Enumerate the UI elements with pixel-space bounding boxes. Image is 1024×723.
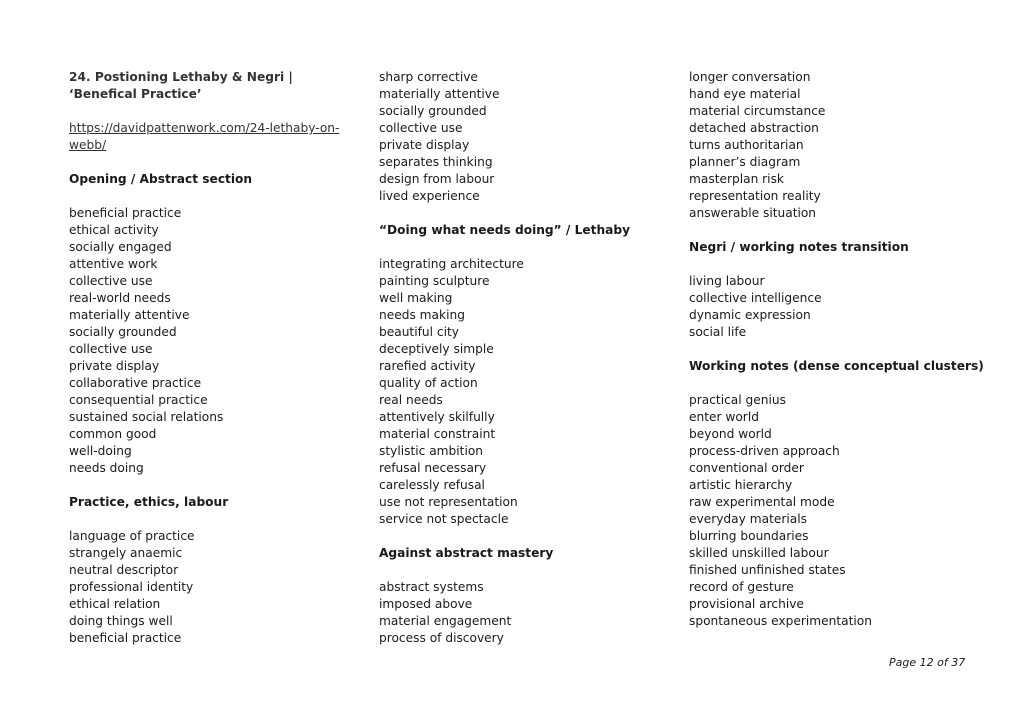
spacer <box>379 562 659 579</box>
list-item: answerable situation <box>689 206 817 220</box>
list-item: neutral descriptor <box>69 563 179 577</box>
spacer <box>379 528 659 545</box>
column-2 <box>379 69 659 647</box>
list-item: deceptively simple <box>379 342 494 356</box>
list-item: dynamic expression <box>689 308 811 322</box>
list-item: quality of action <box>379 376 478 390</box>
column-3 <box>689 69 984 630</box>
list-item: masterplan risk <box>689 172 784 186</box>
section-heading: Negri / working notes transition <box>689 240 909 254</box>
list-item: longer conversation <box>689 70 811 84</box>
list-item: material circumstance <box>689 104 826 118</box>
source-link[interactable]: https://davidpattenwork.com/24-lethaby-on-webb/ <box>69 121 340 152</box>
section-heading: “Doing what needs doing” / Lethaby <box>379 223 631 237</box>
column-1 <box>69 69 344 647</box>
list-item: beyond world <box>689 427 772 441</box>
list-item: collective intelligence <box>689 291 822 305</box>
list-item: well making <box>379 291 453 305</box>
list-item: enter world <box>689 410 759 424</box>
list-item: socially engaged <box>69 240 172 254</box>
list-item: artistic hierarchy <box>689 478 793 492</box>
lead-list <box>379 69 659 222</box>
list-item: lived experience <box>379 189 480 203</box>
spacer <box>69 188 344 205</box>
list-item: material engagement <box>379 614 512 628</box>
section-heading: Working notes (dense conceptual clusters) <box>689 359 984 373</box>
spacer <box>69 103 344 120</box>
list-item: skilled unskilled labour <box>689 546 829 560</box>
list-item: doing things well <box>69 614 173 628</box>
list-item: conventional order <box>689 461 804 475</box>
list-item: needs making <box>379 308 465 322</box>
list-item: raw experimental mode <box>689 495 835 509</box>
list-item: collective use <box>69 342 153 356</box>
list-item: stylistic ambition <box>379 444 484 458</box>
list-item: materially attentive <box>69 308 190 322</box>
list-item: blurring boundaries <box>689 529 809 543</box>
section <box>379 222 659 545</box>
spacer <box>689 222 969 239</box>
list-item: planner’s diagram <box>689 155 801 169</box>
list-item: beautiful city <box>379 325 459 339</box>
list-item: socially grounded <box>379 104 487 118</box>
list-item: sustained social relations <box>69 410 224 424</box>
list-item: detached abstraction <box>689 121 819 135</box>
list-item: process of discovery <box>379 631 504 645</box>
list-item: private display <box>379 138 470 152</box>
list-item: service not spectacle <box>379 512 509 526</box>
list-item: representation reality <box>689 189 821 203</box>
spacer <box>689 341 969 358</box>
list-item: real-world needs <box>69 291 171 305</box>
list-item: abstract systems <box>379 580 484 594</box>
list-item: collective use <box>69 274 153 288</box>
list-item: provisional archive <box>689 597 804 611</box>
list-item: common good <box>69 427 157 441</box>
list-item: language of practice <box>69 529 195 543</box>
spacer <box>69 511 344 528</box>
list-item: spontaneous experimentation <box>689 614 872 628</box>
spacer <box>689 256 969 273</box>
list-item: use not representation <box>379 495 518 509</box>
list-item: imposed above <box>379 597 473 611</box>
lead-list <box>689 69 969 239</box>
list-item: rarefied activity <box>379 359 476 373</box>
list-item: practical genius <box>689 393 786 407</box>
list-item: turns authoritarian <box>689 138 804 152</box>
list-item: record of gesture <box>689 580 794 594</box>
list-item: painting sculpture <box>379 274 490 288</box>
spacer <box>379 205 659 222</box>
list-item: sharp corrective <box>379 70 478 84</box>
list-item: refusal necessary <box>379 461 487 475</box>
list-item: consequential practice <box>69 393 208 407</box>
spacer <box>689 375 969 392</box>
list-item: well-doing <box>69 444 132 458</box>
section <box>379 545 659 647</box>
list-item: ethical activity <box>69 223 159 237</box>
section <box>69 494 344 647</box>
list-item: collective use <box>379 121 463 135</box>
list-item: beneficial practice <box>69 206 182 220</box>
list-item: hand eye material <box>689 87 801 101</box>
list-item: socially grounded <box>69 325 177 339</box>
list-item: process-driven approach <box>689 444 840 458</box>
list-item: ethical relation <box>69 597 161 611</box>
list-item: professional identity <box>69 580 194 594</box>
list-item: private display <box>69 359 160 373</box>
list-item: real needs <box>379 393 443 407</box>
list-item: finished unfinished states <box>689 563 846 577</box>
list-item: everyday materials <box>689 512 807 526</box>
page-number: Page 12 of 37 <box>889 656 966 669</box>
list-item: beneficial practice <box>69 631 182 645</box>
section <box>689 358 984 630</box>
list-item: strangely anaemic <box>69 546 183 560</box>
list-item: separates thinking <box>379 155 493 169</box>
list-item: integrating architecture <box>379 257 524 271</box>
spacer <box>379 239 659 256</box>
list-item: carelessly refusal <box>379 478 485 492</box>
section-heading: Opening / Abstract section <box>69 172 253 186</box>
document-title: 24. Postioning Lethaby & Negri | ‘Benefical Practice’ <box>69 70 293 101</box>
list-item: living labour <box>689 274 765 288</box>
spacer <box>69 477 344 494</box>
list-item: social life <box>689 325 747 339</box>
section-heading: Against abstract mastery <box>379 546 554 560</box>
list-item: design from labour <box>379 172 495 186</box>
list-item: needs doing <box>69 461 144 475</box>
list-item: collaborative practice <box>69 376 202 390</box>
list-item: attentive work <box>69 257 158 271</box>
list-item: material constraint <box>379 427 496 441</box>
spacer <box>69 154 344 171</box>
section <box>689 239 969 358</box>
list-item: materially attentive <box>379 87 500 101</box>
section-heading: Practice, ethics, labour <box>69 495 229 509</box>
list-item: attentively skilfully <box>379 410 495 424</box>
section <box>69 171 344 494</box>
